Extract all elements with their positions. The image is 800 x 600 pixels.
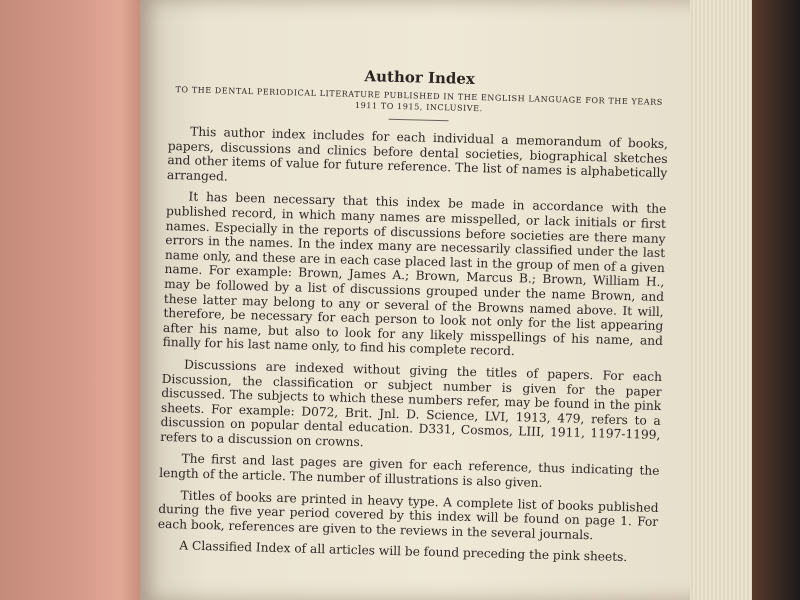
pink-facing-page <box>0 0 150 600</box>
page-title: Author Index <box>364 67 476 88</box>
title-rule <box>389 119 449 122</box>
paragraph: The first and last pages are given for each reference, thus indicating the length of the article. The number of illustrations is also given. <box>159 451 660 490</box>
paragraph: This author index includes for each individual a memorandum of books, papers, discussions and clinics before dental societies, biographical sketches and other items of value for future reference. The list of names is alphabetically arranged. <box>166 124 669 184</box>
paragraph: A Classified Index of all articles will be found preceding the pink sheets. <box>179 538 628 565</box>
paragraph: Discussions are indexed without giving the titles of papers. For each Discussion, the classification or subject number is given for the paper discussed. The subjects to which these numbers refer, may be found in the pink sheets. For example: D072, Brit. Jnl. D. Science, LVI, 1913, 479, refers to a discussion on popular dental education. D331, Cosmos, LIII, 1911, 1197-1199, refers to a discussion on crowns. <box>160 357 663 450</box>
page-text <box>157 62 670 573</box>
paragraph: Titles of books are printed in heavy type. A complete list of books published during the five year period covered by this index will be found on page 1. For each book, references are given to the reviews in the several journals. <box>157 488 659 543</box>
page-subtitle: TO THE DENTAL PERIODICAL LITERATURE PUBLISHED IN THE ENGLISH LANGUAGE FOR THE YEARS 1911 TO 1915, INCLUSIVE. <box>175 85 663 114</box>
paragraph: It has been necessary that this index be made in accordance with the published record, in which many names are misspelled, or lack initials or first names. Especially in the reports of discussions before societies are there many errors in the names. In the index many are necessarily classified under the last name only, and these are in each case placed last in the group of men of a given name. For example: Brown, James A.; Brown, Marcus B.; Brown, William H., may be followed by a list of discussions grouped under the name Brown, and these latter may belong to any or several of the Browns named above. It will, therefore, be necessary for each person to look not only for the list appearing after his name, but also to look for any likely misspellings of his name, and finally for his last name only, to find his complete record. <box>162 189 667 359</box>
page-edges-stack <box>690 0 752 600</box>
